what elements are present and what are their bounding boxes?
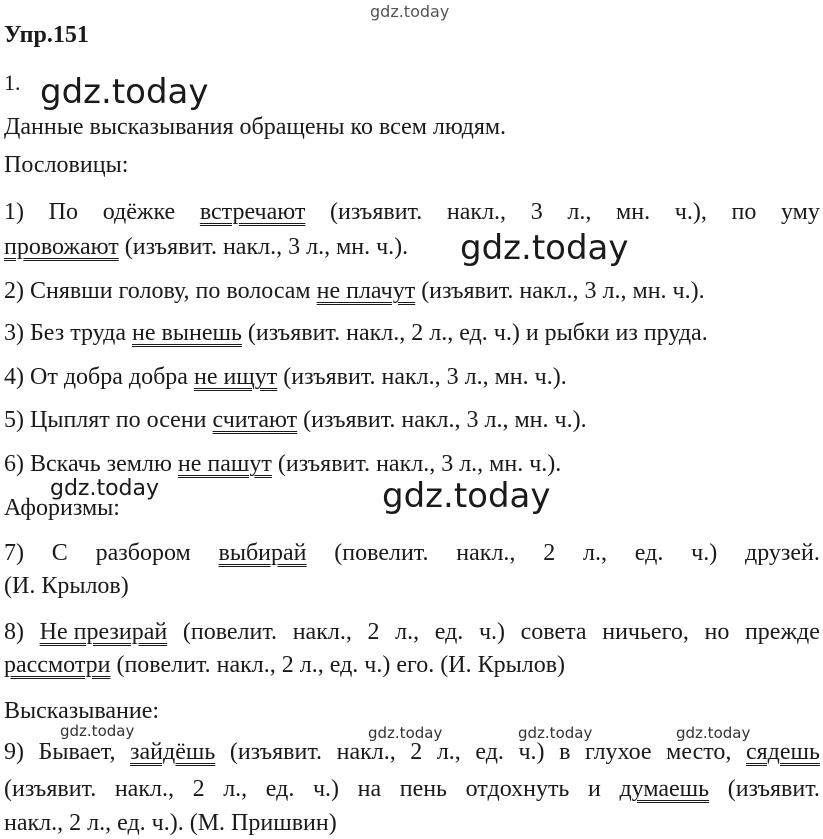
verb-underlined: рассмотри (4, 652, 111, 678)
word: ед. (634, 540, 664, 566)
proverb-4 (4, 362, 567, 392)
word: совета (520, 619, 587, 645)
watermark-medium-1: gdz.today (50, 476, 160, 501)
word: 8) (4, 619, 24, 645)
section-proverbs: Пословицы: (4, 152, 129, 178)
text: 5) Цыплят по осени (4, 407, 213, 433)
verb-underlined: думаешь (619, 776, 710, 802)
word: С (51, 540, 68, 566)
word: накл., (336, 739, 396, 765)
saying-9-line-3: накл., 2 л., ед. ч.). (М. Пришвин) (4, 810, 337, 836)
text: 3) Без труда (4, 320, 133, 346)
word: ед. (434, 619, 464, 645)
verb-underlined: встречают (199, 199, 306, 225)
verb-underlined: Не презирай (39, 619, 168, 645)
proverb-5 (4, 405, 587, 435)
section-aphorisms: Афоризмы: (4, 495, 120, 521)
verb-underlined: выбирай (218, 540, 307, 566)
text: 4) От добра добра (4, 364, 194, 390)
word: (изъявит. (330, 199, 423, 225)
word: 7) (4, 540, 24, 566)
word: и (587, 776, 601, 802)
verb-underlined: провожают (4, 234, 119, 260)
word: (изъявит. (4, 776, 97, 802)
word: в (559, 739, 571, 765)
word: 2 (367, 619, 380, 645)
word: (изъявит. (229, 739, 323, 765)
word: л., (567, 199, 592, 225)
watermark-top: gdz.today (370, 2, 450, 21)
word: 2 (543, 540, 556, 566)
item-number: 1. (4, 70, 21, 95)
word: ч.), (674, 199, 707, 225)
word: ед. (265, 776, 295, 802)
word: но (704, 619, 730, 645)
word: л., (583, 540, 607, 566)
word: л., (436, 739, 461, 765)
word: ч.) (312, 776, 339, 802)
word: одёжке (102, 199, 176, 225)
word: накл., (292, 619, 352, 645)
word: 9) (4, 739, 24, 765)
watermark-small-3: gdz.today (518, 724, 593, 742)
proverb-3 (4, 318, 708, 348)
watermark-small-2: gdz.today (368, 724, 443, 742)
word: ч.) (518, 739, 545, 765)
watermark-large-1: gdz.today (40, 72, 209, 112)
word: ед. (475, 739, 504, 765)
word: накл., (114, 776, 174, 802)
word: л., (395, 619, 420, 645)
word: по (731, 199, 757, 225)
section-saying: Высказывание: (4, 698, 160, 724)
watermark-large-2: gdz.today (460, 228, 629, 268)
proverb-6 (4, 449, 561, 479)
word: разбором (95, 540, 191, 566)
word: уму (781, 199, 820, 225)
word: накл., (446, 199, 507, 225)
grammar-note: (изъявит. накл., 3 л., мн. ч.). (415, 278, 705, 304)
word: на (357, 776, 382, 802)
word: По (48, 199, 79, 225)
word: л., (223, 776, 248, 802)
word: место, (666, 739, 732, 765)
word: мн. (616, 199, 651, 225)
watermark-small-4: gdz.today (676, 724, 751, 742)
grammar-note: (изъявит. накл., 3 л., мн. ч.). (297, 407, 587, 433)
word: ч.) (691, 540, 718, 566)
word: (изъявит. (727, 776, 820, 802)
text: 6) Вскачь землю (4, 451, 178, 477)
word: 1) (4, 199, 24, 225)
word: 3 (530, 199, 543, 225)
word: 2 (192, 776, 205, 802)
grammar-note: (изъявит. накл., 3 л., мн. ч.). (277, 364, 567, 390)
verb-underlined: сядешь (745, 739, 820, 765)
verb-underlined: считают (212, 407, 298, 433)
word: отдохнуть (465, 776, 570, 802)
intro-line: Данные высказывания обращены ко всем людям. (4, 114, 507, 140)
word: (повелит. (182, 619, 278, 645)
saying-9-line-1 (4, 737, 820, 767)
exercise-title: Упр.151 (4, 22, 89, 48)
word: друзей. (745, 540, 820, 566)
verb-underlined: не вынешь (132, 320, 242, 346)
verb-underlined: зайдёшь (130, 739, 216, 765)
grammar-note: (изъявит. накл., 2 л., ед. ч.) и рыбки из пруда. (241, 320, 708, 346)
word: ничьего, (602, 619, 689, 645)
aphorism-7-line-1 (4, 538, 820, 568)
verb-underlined: не плачут (316, 278, 416, 304)
word: глухое (584, 739, 652, 765)
saying-9-line-2 (4, 774, 820, 804)
grammar-note: (изъявит. накл., 3 л., мн. ч.). (271, 451, 562, 477)
aphorism-7-line-2: (И. Крылов) (4, 573, 129, 599)
grammar-note: (повелит. накл., 2 л., ед. ч.) его. (И. Крылов) (110, 652, 566, 678)
word: пень (399, 776, 448, 802)
verb-underlined: не ищут (193, 364, 278, 390)
word: 2 (410, 739, 423, 765)
watermark-small-1: gdz.today (60, 722, 135, 740)
aphorism-8-line-1 (4, 617, 820, 647)
grammar-note: (изъявит. накл., 3 л., мн. ч.). (118, 234, 409, 260)
word: ч.) (478, 619, 505, 645)
word: прежде (744, 619, 820, 645)
word: (повелит. (334, 540, 429, 566)
proverb-1-line-1 (4, 197, 820, 227)
word: накл., (456, 540, 516, 566)
aphorism-8-line-2 (4, 650, 565, 680)
proverb-1-line-2 (4, 232, 408, 262)
watermark-large-3: gdz.today (382, 476, 551, 516)
verb-underlined: не пашут (177, 451, 272, 477)
text: 2) Снявши голову, по волосам (4, 278, 317, 304)
proverb-2 (4, 276, 705, 306)
word: Бывает, (38, 739, 116, 765)
